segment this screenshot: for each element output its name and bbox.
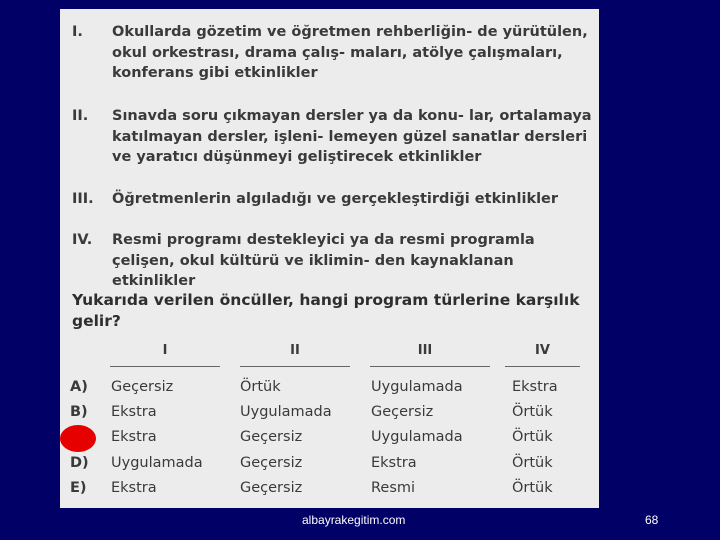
statement-text: Öğretmenlerin algıladığı ve gerçekleştirdiği etkinlikler xyxy=(112,191,559,207)
statement-number: III. xyxy=(72,191,94,207)
option-cell: Ekstra xyxy=(111,429,157,445)
option-c[interactable] xyxy=(60,425,599,449)
statement-2 xyxy=(72,106,592,168)
option-cell: Ekstra xyxy=(111,404,157,420)
question-text: Yukarıda verilen öncüller, hangi program türlerine karşılık gelir? xyxy=(72,291,580,330)
column-divider xyxy=(240,366,350,367)
option-cell: Ekstra xyxy=(512,379,558,395)
option-cell: Geçersiz xyxy=(240,429,303,445)
option-cell: Ekstra xyxy=(111,480,157,496)
column-header-2: II xyxy=(290,343,300,358)
option-d[interactable] xyxy=(60,451,599,475)
column-header-4: IV xyxy=(535,343,550,358)
column-divider xyxy=(110,366,220,367)
option-cell: Geçersiz xyxy=(111,379,174,395)
column-divider xyxy=(505,366,580,367)
column-header-3: III xyxy=(417,343,433,358)
option-cell: Örtük xyxy=(512,480,553,496)
option-a[interactable] xyxy=(60,375,599,399)
option-cell: Uygulamada xyxy=(111,455,203,471)
answer-marker xyxy=(60,425,96,452)
option-cell: Örtük xyxy=(512,429,553,445)
option-letter: A) xyxy=(70,379,88,395)
option-letter: E) xyxy=(70,480,87,496)
statement-text: Okullarda gözetim ve öğretmen rehberliğin- de yürütülen, okul orkestrası, drama çalış- maları, atölye çalışmaları, konferans gibi etkinlikler xyxy=(112,24,588,81)
option-cell: Geçersiz xyxy=(371,404,434,420)
option-e[interactable] xyxy=(60,476,599,500)
statement-text: Resmi programı destekleyici ya da resmi programla çelişen, okul kültürü ve iklimin- den kaynaklanan etkinlikler xyxy=(112,232,535,289)
option-cell: Ekstra xyxy=(371,455,417,471)
option-cell: Geçersiz xyxy=(240,480,303,496)
column-divider xyxy=(370,366,490,367)
option-cell: Uygulamada xyxy=(371,429,463,445)
option-cell: Örtük xyxy=(512,455,553,471)
statement-text: Sınavda soru çıkmayan dersler ya da konu- lar, ortalamaya katılmayan dersler, işleni- lemeyen güzel sanatlar dersleri ve yaratıcı düşünmeyi geliştirecek etkinlikler xyxy=(112,108,592,165)
page-number: 68 xyxy=(645,513,659,527)
option-letter: B) xyxy=(70,404,88,420)
option-cell: Örtük xyxy=(512,404,553,420)
option-letter: D) xyxy=(70,455,89,471)
statement-number: IV. xyxy=(72,232,93,248)
column-header-1: I xyxy=(162,343,168,358)
option-cell: Resmi xyxy=(371,480,416,496)
statement-number: I. xyxy=(72,24,83,40)
statement-1 xyxy=(72,22,592,84)
question-page xyxy=(60,9,599,508)
option-cell: Uygulamada xyxy=(371,379,463,395)
option-cell: Örtük xyxy=(240,379,281,395)
option-cell: Uygulamada xyxy=(240,404,332,420)
option-cell: Geçersiz xyxy=(240,455,303,471)
statement-4 xyxy=(72,230,592,292)
option-b[interactable] xyxy=(60,400,599,424)
statement-3 xyxy=(72,189,592,210)
statement-number: II. xyxy=(72,108,89,124)
footer-site: albayrakegitim.com xyxy=(302,513,406,527)
